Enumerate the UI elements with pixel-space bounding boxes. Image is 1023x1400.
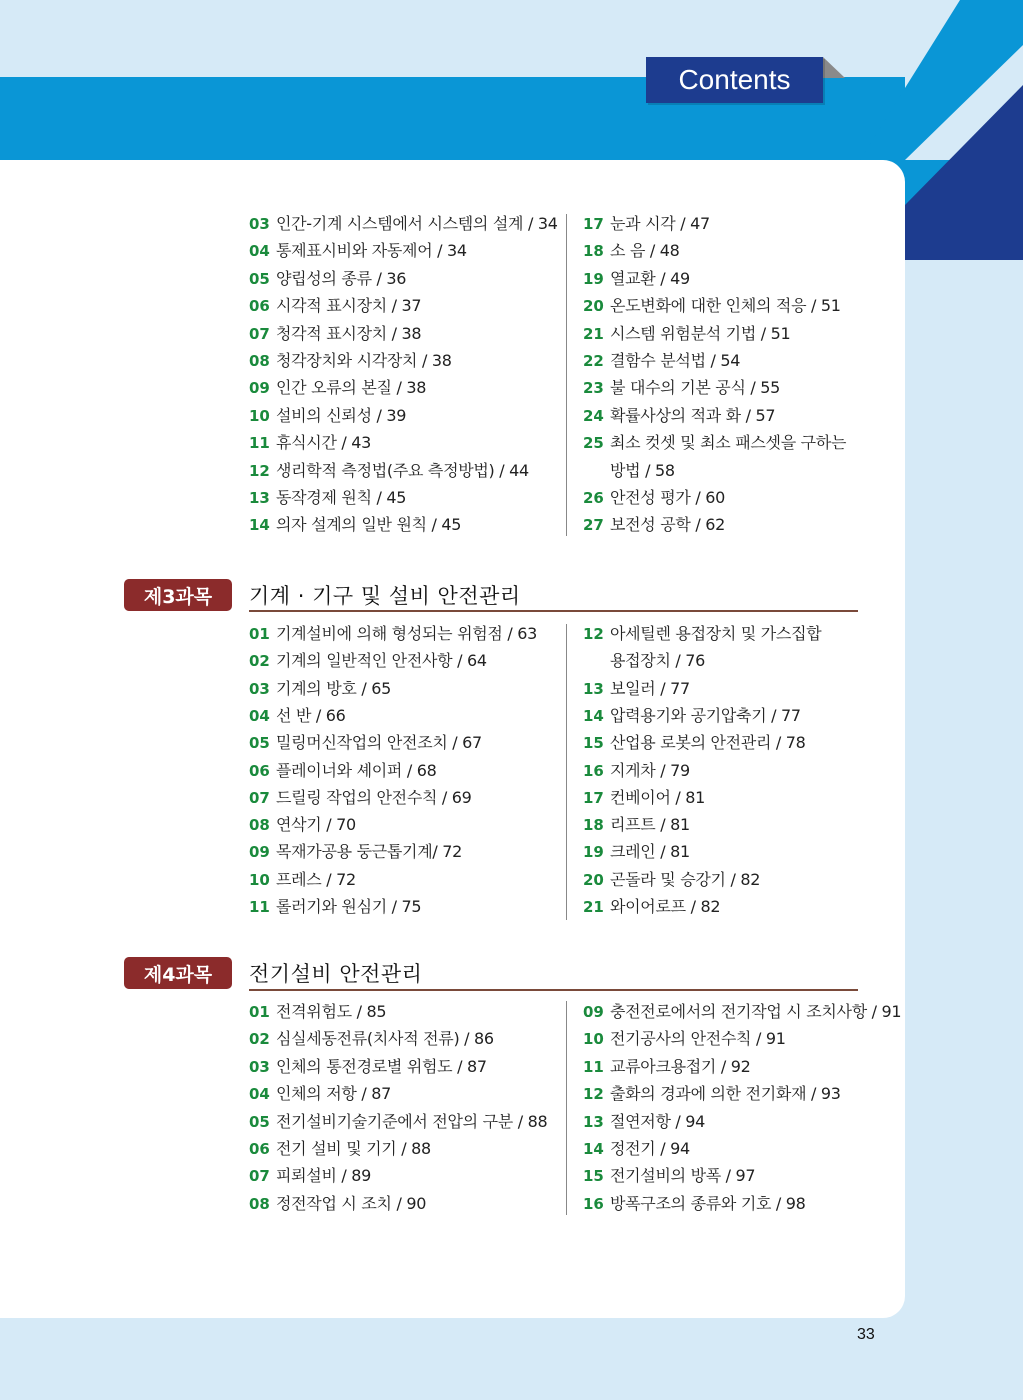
toc-entry-number: 10 bbox=[249, 870, 270, 889]
toc-entry-text: 아세틸렌 용접장치 및 가스집합 bbox=[610, 624, 822, 643]
toc-entry-number: 17 bbox=[583, 215, 604, 233]
toc-entry-text: 전기설비기술기준에서 전압의 구분 / 88 bbox=[276, 1111, 548, 1131]
toc-entry-number: 13 bbox=[249, 489, 270, 507]
toc-entry-number: 11 bbox=[249, 434, 270, 453]
toc-entry bbox=[583, 239, 680, 263]
toc-entry-text: 결함수 분석법 / 54 bbox=[610, 351, 741, 370]
column-divider bbox=[566, 624, 567, 920]
toc-entry bbox=[583, 404, 775, 428]
toc-entry bbox=[249, 1137, 431, 1161]
toc-entry bbox=[249, 322, 421, 346]
toc-entry bbox=[249, 1110, 547, 1134]
toc-entry-number: 09 bbox=[249, 843, 270, 862]
toc-entry-number: 01 bbox=[249, 1003, 270, 1021]
toc-entry bbox=[249, 731, 482, 755]
toc-entry bbox=[583, 813, 690, 837]
toc-entry-text: 통제표시비와 자동제어 / 34 bbox=[276, 241, 467, 261]
toc-entry-number: 18 bbox=[583, 816, 604, 835]
toc-entry bbox=[583, 704, 801, 728]
toc-entry-text: 교류아크용접기 / 92 bbox=[610, 1056, 751, 1076]
toc-entry-text: 컨베이어 / 81 bbox=[610, 787, 706, 807]
toc-entry-number: 14 bbox=[583, 1140, 604, 1158]
toc-entry bbox=[249, 459, 529, 483]
toc-entry-text: 보전성 공학 / 62 bbox=[610, 515, 725, 535]
toc-entry-text: 목재가공용 둥근톱기계/ 72 bbox=[276, 842, 462, 862]
toc-entry bbox=[249, 404, 406, 428]
section4-rule bbox=[249, 989, 858, 991]
page-number: 33 bbox=[857, 1326, 875, 1343]
toc-entry-text: 소 음 / 48 bbox=[610, 241, 680, 261]
toc-entry-number: 04 bbox=[249, 242, 270, 261]
toc-entry-number: 19 bbox=[583, 269, 604, 288]
toc-entry-text: 드릴링 작업의 안전수칙 / 69 bbox=[276, 787, 472, 807]
toc-entry-number: 04 bbox=[249, 706, 270, 725]
toc-entry bbox=[583, 622, 821, 646]
toc-entry-number: 05 bbox=[249, 269, 270, 288]
toc-entry bbox=[583, 677, 690, 701]
toc-entry bbox=[583, 431, 846, 455]
section3-badge: 제3과목 bbox=[124, 579, 232, 611]
toc-entry-number: 20 bbox=[583, 870, 604, 889]
toc-entry-number: 16 bbox=[583, 761, 604, 780]
toc-entry-text: 시각적 표시장치 / 37 bbox=[276, 296, 422, 316]
toc-entry-number: 02 bbox=[249, 652, 270, 671]
toc-entry bbox=[583, 349, 740, 373]
toc-entry-text: 압력용기와 공기압축기 / 77 bbox=[610, 705, 801, 725]
column-divider bbox=[566, 214, 567, 536]
toc-entry bbox=[249, 1000, 386, 1024]
toc-entry bbox=[249, 267, 406, 291]
toc-entry-text: 최소 컷셋 및 최소 패스셋을 구하는 bbox=[610, 433, 847, 453]
toc-entry bbox=[583, 1082, 841, 1106]
toc-entry-number: 04 bbox=[249, 1085, 270, 1104]
section3-rule bbox=[249, 610, 858, 612]
toc-entry-number: 15 bbox=[583, 1167, 604, 1186]
toc-entry-number: 08 bbox=[249, 1194, 270, 1213]
toc-entry-number: 11 bbox=[583, 1057, 604, 1076]
toc-entry-number: 25 bbox=[583, 434, 604, 453]
toc-entry bbox=[583, 840, 690, 864]
toc-entry-continuation: 용접장치 / 76 bbox=[610, 651, 706, 671]
toc-entry bbox=[583, 1192, 806, 1216]
toc-entry bbox=[249, 868, 356, 892]
toc-entry-number: 22 bbox=[583, 352, 604, 370]
contents-title: Contents bbox=[646, 57, 823, 103]
toc-entry-number: 05 bbox=[249, 1112, 270, 1131]
toc-entry-number: 05 bbox=[249, 734, 270, 753]
toc-entry bbox=[583, 212, 710, 236]
toc-entry bbox=[249, 1027, 494, 1051]
toc-entry-number: 09 bbox=[583, 1003, 604, 1021]
toc-entry-number: 08 bbox=[249, 816, 270, 835]
toc-entry-text: 와이어로프 / 82 bbox=[610, 897, 721, 916]
toc-entry bbox=[583, 868, 760, 892]
toc-entry-text: 전기공사의 안전수칙 / 91 bbox=[610, 1029, 786, 1049]
toc-entry-text: 산업용 로봇의 안전관리 / 78 bbox=[610, 733, 806, 753]
toc-entry-number: 21 bbox=[583, 898, 604, 916]
toc-entry bbox=[583, 1000, 901, 1024]
toc-entry-text: 롤러기와 원심기 / 75 bbox=[276, 897, 422, 916]
toc-entry bbox=[583, 895, 720, 919]
toc-entry bbox=[583, 267, 690, 291]
toc-entry bbox=[249, 813, 356, 837]
toc-entry-text: 청각적 표시장치 / 38 bbox=[276, 323, 422, 343]
toc-entry-text: 출화의 경과에 의한 전기화재 / 93 bbox=[610, 1084, 841, 1104]
toc-entry-text: 생리학적 측정법(주요 측정방법) / 44 bbox=[276, 460, 529, 480]
toc-entry-number: 02 bbox=[249, 1030, 270, 1049]
toc-entry-number: 08 bbox=[249, 352, 270, 370]
toc-entry bbox=[249, 622, 537, 646]
toc-entry-text: 인간 오류의 본질 / 38 bbox=[276, 378, 427, 398]
toc-entry-number: 10 bbox=[583, 1030, 604, 1049]
toc-entry-number: 11 bbox=[249, 898, 270, 916]
toc-entry-text: 연삭기 / 70 bbox=[276, 815, 356, 835]
toc-entry bbox=[249, 239, 467, 263]
toc-entry bbox=[583, 1027, 786, 1051]
toc-entry bbox=[249, 649, 487, 673]
toc-entry bbox=[249, 840, 462, 864]
toc-entry-text: 눈과 시각 / 47 bbox=[610, 214, 710, 233]
section3-title: 기계 · 기구 및 설비 안전관리 bbox=[249, 584, 521, 608]
toc-entry-text: 지게차 / 79 bbox=[610, 760, 690, 780]
toc-entry-text: 양립성의 종류 / 36 bbox=[276, 268, 407, 288]
toc-entry bbox=[249, 704, 346, 728]
toc-entry-text: 동작경제 원칙 / 45 bbox=[276, 488, 407, 507]
toc-entry-number: 06 bbox=[249, 761, 270, 780]
toc-entry-text: 열교환 / 49 bbox=[610, 268, 690, 288]
toc-entry-text: 전격위험도 / 85 bbox=[276, 1002, 387, 1021]
toc-entry-number: 24 bbox=[583, 406, 604, 425]
toc-entry-text: 곤돌라 및 승강기 / 82 bbox=[610, 869, 761, 889]
toc-entry-text: 안전성 평가 / 60 bbox=[610, 488, 725, 507]
toc-entry-number: 12 bbox=[583, 1085, 604, 1104]
column-divider bbox=[566, 1001, 567, 1215]
toc-entry-text: 프레스 / 72 bbox=[276, 869, 356, 889]
toc-entry bbox=[583, 322, 790, 346]
toc-entry-text: 확률사상의 적과 화 / 57 bbox=[610, 405, 776, 425]
toc-entry-number: 07 bbox=[249, 1167, 270, 1186]
toc-entry-text: 인체의 통전경로별 위험도 / 87 bbox=[276, 1056, 487, 1076]
toc-entry-text: 청각장치와 시각장치 / 38 bbox=[276, 351, 452, 370]
toc-entry bbox=[249, 759, 436, 783]
toc-entry-number: 03 bbox=[249, 1057, 270, 1076]
toc-entry-number: 13 bbox=[583, 1112, 604, 1131]
toc-entry bbox=[249, 486, 406, 510]
toc-entry bbox=[583, 1164, 755, 1188]
toc-entry bbox=[249, 1082, 391, 1106]
toc-entry-text: 절연저항 / 94 bbox=[610, 1111, 706, 1131]
toc-entry-text: 방폭구조의 종류와 기호 / 98 bbox=[610, 1193, 806, 1213]
toc-entry bbox=[249, 1192, 426, 1216]
toc-entry-text: 보일러 / 77 bbox=[610, 678, 690, 698]
toc-entry bbox=[249, 349, 452, 373]
toc-entry-text: 의자 설계의 일반 원칙 / 45 bbox=[276, 515, 462, 535]
toc-entry-number: 18 bbox=[583, 242, 604, 261]
toc-entry-text: 시스템 위험분석 기법 / 51 bbox=[610, 323, 791, 343]
toc-entry-text: 피뢰설비 / 89 bbox=[276, 1166, 372, 1186]
toc-entry-number: 10 bbox=[249, 406, 270, 425]
toc-entry bbox=[583, 1055, 751, 1079]
toc-entry-text: 인간-기계 시스템에서 시스템의 설계 / 34 bbox=[276, 214, 558, 233]
toc-entry-text: 선 반 / 66 bbox=[276, 705, 346, 725]
toc-entry-number: 27 bbox=[583, 516, 604, 535]
toc-entry-text: 기계의 일반적인 안전사항 / 64 bbox=[276, 651, 487, 671]
toc-entry bbox=[249, 212, 558, 236]
section4-badge: 제4과목 bbox=[124, 957, 232, 989]
toc-entry-text: 플레이너와 셰이퍼 / 68 bbox=[276, 760, 437, 780]
toc-entry-number: 19 bbox=[583, 843, 604, 862]
toc-entry bbox=[583, 1137, 690, 1161]
toc-entry bbox=[249, 376, 426, 400]
toc-entry bbox=[249, 431, 371, 455]
toc-entry-number: 14 bbox=[583, 706, 604, 725]
toc-entry-number: 16 bbox=[583, 1194, 604, 1213]
toc-entry-number: 12 bbox=[249, 461, 270, 480]
toc-entry-text: 설비의 신뢰성 / 39 bbox=[276, 405, 407, 425]
toc-entry-number: 21 bbox=[583, 324, 604, 343]
toc-entry-number: 14 bbox=[249, 516, 270, 535]
toc-entry-text: 기계의 방호 / 65 bbox=[276, 678, 391, 698]
toc-entry-number: 03 bbox=[249, 215, 270, 233]
toc-entry-number: 06 bbox=[249, 1140, 270, 1158]
toc-entry-text: 온도변화에 대한 인체의 적응 / 51 bbox=[610, 296, 841, 316]
toc-entry-continuation: 방법 / 58 bbox=[610, 460, 675, 480]
toc-entry-text: 정전작업 시 조치 / 90 bbox=[276, 1193, 427, 1213]
toc-entry-text: 기계설비에 의해 형성되는 위험점 / 63 bbox=[276, 624, 537, 643]
toc-entry-number: 06 bbox=[249, 297, 270, 316]
section4-title: 전기설비 안전관리 bbox=[249, 962, 423, 986]
toc-entry-number: 03 bbox=[249, 679, 270, 698]
toc-entry-text: 휴식시간 / 43 bbox=[276, 433, 372, 453]
toc-entry bbox=[249, 1055, 487, 1079]
toc-entry-number: 13 bbox=[583, 679, 604, 698]
toc-entry-text: 전기 설비 및 기기 / 88 bbox=[276, 1139, 431, 1158]
toc-entry-text: 정전기 / 94 bbox=[610, 1139, 690, 1158]
toc-entry-number: 01 bbox=[249, 625, 270, 643]
toc-entry-text: 심실세동전류(치사적 전류) / 86 bbox=[276, 1029, 494, 1049]
toc-entry bbox=[249, 677, 391, 701]
toc-entry-number: 15 bbox=[583, 734, 604, 753]
toc-entry bbox=[249, 895, 421, 919]
toc-entry-text: 충전전로에서의 전기작업 시 조치사항 / 91 bbox=[610, 1002, 902, 1021]
toc-entry-text: 리프트 / 81 bbox=[610, 815, 690, 835]
toc-entry-number: 07 bbox=[249, 324, 270, 343]
toc-entry bbox=[583, 1110, 705, 1134]
toc-entry-text: 밀링머신작업의 안전조치 / 67 bbox=[276, 733, 482, 753]
toc-entry bbox=[249, 786, 472, 810]
toc-entry bbox=[583, 759, 690, 783]
toc-entry bbox=[249, 1164, 371, 1188]
toc-entry bbox=[249, 513, 461, 537]
toc-entry bbox=[583, 486, 725, 510]
toc-entry-text: 불 대수의 기본 공식 / 55 bbox=[610, 378, 781, 398]
toc-entry-text: 크레인 / 81 bbox=[610, 842, 690, 862]
toc-entry-text: 인체의 저항 / 87 bbox=[276, 1084, 391, 1104]
toc-entry-number: 20 bbox=[583, 297, 604, 316]
toc-entry-text: 전기설비의 방폭 / 97 bbox=[610, 1166, 756, 1186]
toc-entry-number: 17 bbox=[583, 788, 604, 807]
toc-entry-number: 23 bbox=[583, 379, 604, 398]
toc-entry-number: 26 bbox=[583, 489, 604, 507]
toc-entry bbox=[583, 513, 725, 537]
toc-entry bbox=[583, 731, 806, 755]
toc-entry bbox=[583, 786, 705, 810]
toc-entry-number: 07 bbox=[249, 788, 270, 807]
toc-entry bbox=[583, 376, 780, 400]
toc-entry bbox=[249, 294, 421, 318]
toc-entry bbox=[583, 294, 841, 318]
toc-entry-number: 12 bbox=[583, 625, 604, 643]
toc-entry-number: 09 bbox=[249, 379, 270, 398]
